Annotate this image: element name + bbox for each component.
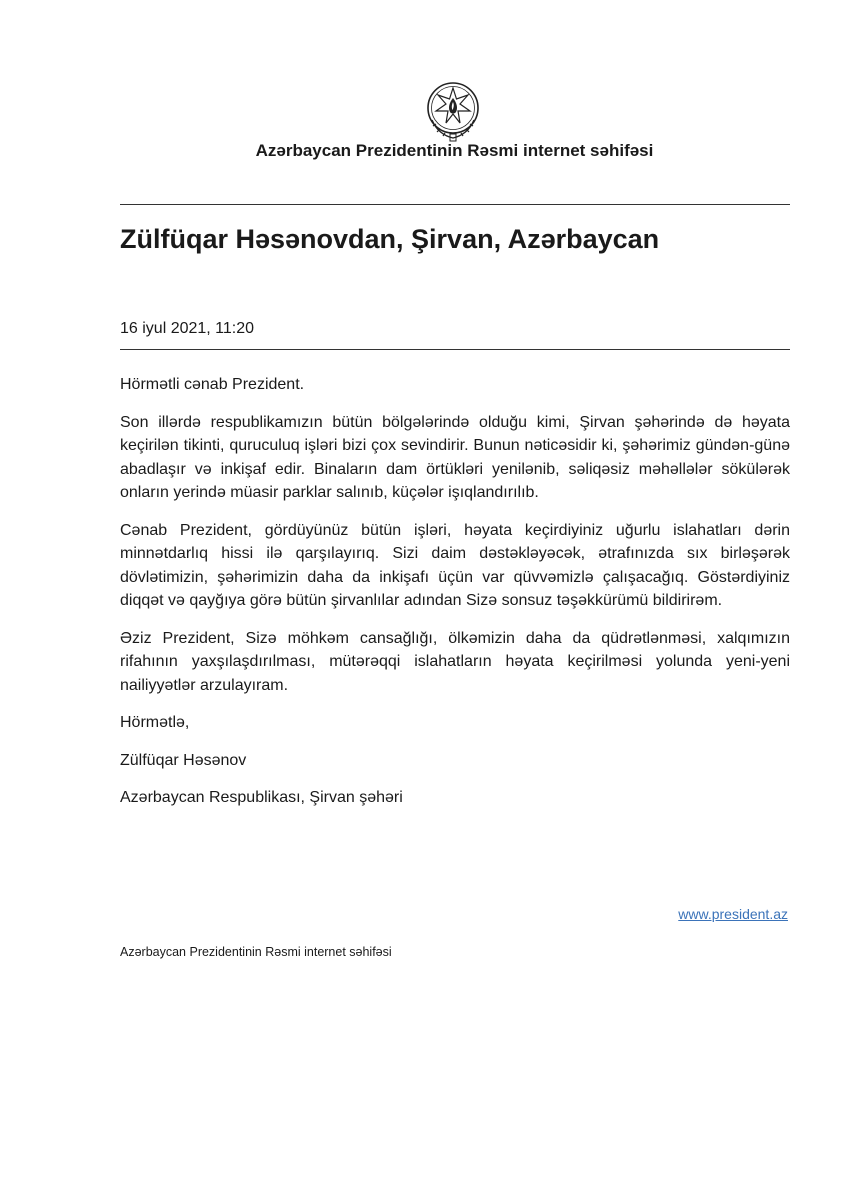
paragraph-2: Cənab Prezident, gördüyünüz bütün işləri, həyata keçirdiyiniz uğurlu islahatları dərin minnətdarlıq hissi ilə qarşılayırıq. Sizi daim dəstəkləyəcək, ətrafınızda sıx birləşərək dövlətimizin, şəhərimizin daha da inkişafı üçün var qüvvəmizlə çalışacağıq. Göstərdiyiniz diqqət və qayğıya görə bütün şirvanlılar adından Sizə sonsuz təşəkkürümü bildirirəm. — [120, 521, 790, 609]
signature-location: Azərbaycan Respublikası, Şirvan şəhəri — [120, 789, 403, 806]
paragraph-3: Əziz Prezident, Sizə möhkəm cansağlığı, ölkəmizin daha da qüdrətlənməsi, xalqımızın rifahının yaxşılaşdırılması, mütərəqqi islahatların həyata keçirilməsi yolunda yeni-yeni nailiyyətlər arzulayıram. — [120, 629, 790, 694]
article-title: Zülfüqar Həsənovdan, Şirvan, Azərbaycan — [120, 224, 660, 254]
top-divider — [120, 204, 790, 205]
article-body — [120, 373, 790, 824]
signature-name: Zülfüqar Həsənov — [120, 751, 247, 769]
date-divider — [120, 349, 790, 350]
azerbaijan-coat-of-arms-icon — [424, 78, 482, 144]
site-title: Azərbaycan Prezidentinin Rəsmi internet səhifəsi — [255, 141, 654, 160]
president-site-link[interactable]: www.president.az — [678, 906, 788, 922]
closing: Hörmətlə, — [120, 714, 190, 731]
article-date: 16 iyul 2021, 11:20 — [120, 320, 255, 337]
footer-site-title: Azərbaycan Prezidentinin Rəsmi internet səhifəsi — [120, 945, 392, 959]
salutation: Hörmətli cənab Prezident. — [120, 376, 305, 393]
paragraph-1: Son illərdə respublikamızın bütün bölgələrində olduğu kimi, Şirvan şəhərində də həyata keçirilən tikinti, quruculuq işləri bizi çox sevindirir. Bunun nəticəsidir ki, şəhərimiz gündən-günə abadlaşır və inkişaf edir. Binaların dam örtükləri yenilənib, səliqəsiz məhəllələr sökülərək onların yerində müasir parklar salınıb, küçələr işıqlandırılıb. — [120, 413, 790, 501]
